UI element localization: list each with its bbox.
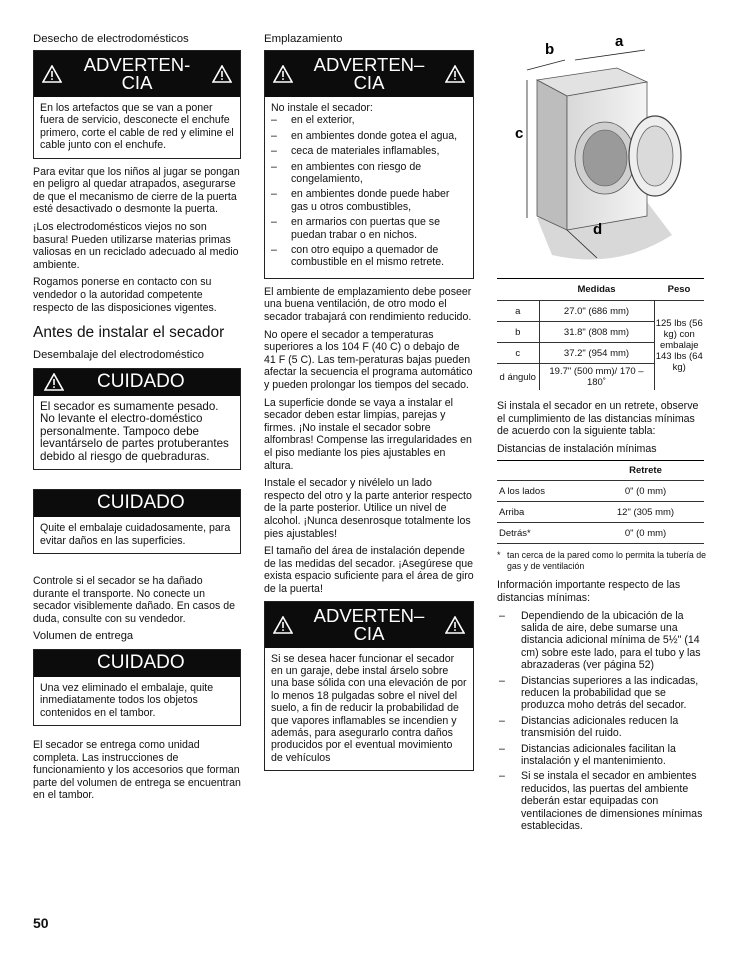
table-cell: A los lados [497,481,587,502]
table-cell: 12" (305 mm) [587,502,704,523]
list-item: – en ambientes donde gotea el agua, [271,130,467,142]
caution-header [34,650,240,677]
section-title-disposal: Desecho de electrodomésticos [33,33,189,45]
warning-list [271,114,467,268]
label-c: c [515,125,524,142]
caution-title: CUIDADO [97,370,185,392]
paragraph: Información importante respecto de las distancias mínimas: [497,579,681,604]
column-1 [33,30,241,807]
paragraph: El secador se entrega como unidad completa. Las instrucciones de funcionamiento y los accesorios que forman parte del volumen de entrega se encuentran en el tambor. [33,739,241,802]
dimensions-table [497,278,704,390]
warning-triangle-icon [42,65,62,83]
warning-title: ADVERTEN– CIA [313,604,425,644]
dryer-side [537,80,567,230]
table-cell: c [497,343,539,364]
table-cell: 37.2" (954 mm) [539,343,654,364]
paragraph: Rogamos ponerse en contacto con su vendedor o la autoridad competente respecto de las disposiciones vigentes. [33,276,217,314]
table-cell: b [497,322,539,343]
warning-header [265,602,473,648]
warning-box-disposal [33,50,241,159]
footnote-marker: * [497,550,501,561]
caution-header [34,490,240,517]
list-item: – Distancias adicionales facilitan la instalación y el mantenimiento. [497,743,707,768]
warning-title: ADVERTEN- CIA [83,54,191,93]
list-item: – en ambientes con riesgo de congelamiento, [271,161,467,186]
table-cell: d ángulo [497,364,539,391]
footnote-text: tan cerca de la pared como lo permita la tubería de gas y de ventilación [507,550,707,572]
warning-intro: No instale el secador: [271,102,373,114]
paragraph: Si instala el secador en un retrete, observe el cumplimiento de las distancias mínimas de acuerdo con la siguiente tabla: [497,400,699,438]
column-2 [264,30,474,778]
list-item: – Distancias superiores a las indicadas, reducen la probabilidad que se produzca moho detrás del secador. [497,675,707,712]
caution-title: CUIDADO [97,492,185,514]
warning-header [34,51,240,97]
table-cell: Arriba [497,502,587,523]
table-cell: 0" (0 mm) [587,523,704,544]
caution-body: Una vez eliminado el embalaje, quite inmediatamente todos los objetos contenidos en el tambor. [40,681,214,719]
list-item: – con otro equipo a quemador de combustible en el mismo retrete. [271,244,467,269]
paragraph: ¡Los electrodomésticos viejos no son basura! Pueden utilizarse materias primas valiosas en un reciclado adecuado al medio ambiente. [33,221,239,271]
warning-body: En los artefactos que se van a poner fuera de servicio, desconecte el enchufe primero, corte el cable de red y elimine el cable junto con el enchufe. [40,102,234,152]
paragraph: Para evitar que los niños al jugar se pongan en peligro al quedar atrapados, asegurarse de que el mecanismo de cierre de la puerta esté desactivado o desmonte la puerta. [33,165,240,216]
table-header: Peso [667,284,691,295]
list-item: – Si se instala el secador en ambientes reducidos, las puertas del ambiente deberán estar equipadas con ventilaciones de dimensiones mínimas establecidas. [497,770,707,832]
caution-header [34,369,240,396]
warning-triangle-icon [273,616,293,634]
warning-body [265,97,473,278]
list-item: – ceca de materiales inflamables, [271,145,467,157]
page-number: 50 [33,915,49,931]
column-3 [497,30,707,835]
footnote [497,550,707,572]
list-item: – en armarios con puertas que se puedan trabar o en nichos. [271,216,467,241]
warning-triangle-icon [212,65,232,83]
paragraph: Controle si el secador se ha dañado durante el transporte. No conecte un secador visiblemente dañado. En casos de duda, consulte con su vendedor. [33,574,235,625]
warning-triangle-icon [445,616,465,634]
warning-triangle-icon [273,65,293,83]
label-d: d [593,221,603,238]
paragraph: El ambiente de emplazamiento debe poseer una buena ventilación, de otro modo el secador trabajará con rendimiento reducido. [264,285,472,324]
list-item: – Dependiendo de la ubicación de la salida de aire, debe sumarse una distancia adicional mínima de 5½" (14 cm) sobre este lado, para el tubo y las abrazaderas (ver página 52) [497,610,707,672]
table-row [497,481,704,502]
caution-box-packaging [33,489,241,554]
list-item: – Distancias adicionales reducen la transmisión del ruido. [497,715,707,740]
list-item: – en ambientes donde puede haber gas u otros combustibles, [271,188,467,213]
warning-triangle-icon [445,65,465,83]
dim-line-a [575,50,645,60]
section-title-placement: Emplazamiento [264,33,343,45]
table-cell: 27.0" (686 mm) [539,301,654,322]
table-row [497,523,704,544]
paragraph: No opere el secador a temperaturas superiores a los 104 F (40 C) o debajo de 41 F (5 C). Las tem-peraturas bajas pueden afectar la secuencia el programa automático y pueden prolongar los tiempos del secado. [264,328,473,392]
dryer-illustration [497,30,705,270]
paragraph: El tamaño del área de instalación depende de las medidas del secador. ¡Asegúrese que exista espacio suficiente para el área de giro de la puerta! [264,545,474,595]
table-row [497,301,704,322]
list-item: – en el exterior, [271,114,467,126]
label-b: b [545,41,555,58]
distance-notes-list [497,610,707,833]
table-cell: Detrás* [497,523,587,544]
weight-cell: 125 lbs (56 kg) con embalaje 143 lbs (64 kg) [654,301,704,391]
caution-title: CUIDADO [97,651,185,673]
table-header: Medidas [577,284,616,295]
table-cell: 31.8" (808 mm) [539,322,654,343]
table-cell: 0" (0 mm) [587,481,704,502]
label-a: a [615,33,624,50]
warning-box-placement [264,50,474,279]
paragraph: Distancias de instalación mínimas [497,442,657,455]
warning-box-garage [264,601,474,772]
table-header: Retrete [587,461,704,481]
heading-before-install: Antes de instalar el secador [33,324,225,342]
caution-body: El secador es sumamente pesado. No levante el electro-doméstico personalmente. Tampoco debe levantárselo de partes protuberantes debido al riesgo de quebraduras. [40,399,229,463]
warning-body: Si se desea hacer funcionar el secador en un garaje, debe instal árselo sobre una base sólida con una elevación de por lo menos 18 pulgadas sobre el nivel del suelo, a fin de reducir la probabilidad de que vapores inflamables se incendien y además, para asegurarlo contra daños producidos por el eventual movimiento de vehículos [271,652,467,764]
warning-title: ADVERTEN– CIA [313,54,425,93]
table-row [497,502,704,523]
warning-header [265,51,473,97]
table-cell: 19.7" (500 mm)/ 170 – 180˚ [539,364,654,391]
caution-box-heavy [33,368,241,471]
heading-unpacking: Desembalaje del electrodoméstico [33,349,205,362]
dim-line-b [527,60,565,70]
paragraph: La superficie donde se vaya a instalar el secador deben estar limpias, parejas y firmes. ¡No instale el secador sobre alfombras! Compense las irregularidades en el piso mediante los pies ajustables en altura. [264,396,472,472]
dryer-dimensions-figure [497,30,705,270]
installation-distances-table [497,460,704,544]
caution-body: Quite el embalaje cuidadosamente, para evitar daños en las superficies. [40,522,231,547]
heading-delivery: Volumen de entrega [33,630,134,643]
paragraph: Instale el secador y nivélelo un lado respecto del otro y la parte anterior respecto de la parte posterior. Utilice un nivel de alcohol. ¡Nunca desenrosque totalmente los pies ajustables! [264,477,472,540]
warning-triangle-icon [44,373,64,391]
caution-box-drum [33,649,241,726]
table-cell: a [497,301,539,322]
